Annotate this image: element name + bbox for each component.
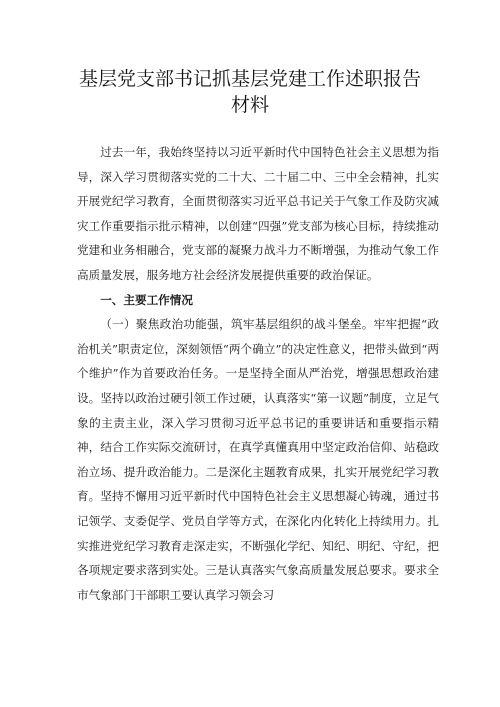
intro-paragraph: 过去一年，我始终坚持以习近平新时代中国特色社会主义思想为指导，深入学习贯彻落实党的二十大、二十届二中、三中全会精神，扎实开展党纪学习教育，全面贯彻落实习近平总书记关于气象工作及防灾减灾工作重要指示批示精神，以创建“四强”党支部为核心目标，持续推动党建和业务相融合，党支部的凝聚力战斗力不断增强，为推动气象工作高质量发展，服务地方社会经济发展提供重要的政治保证。 — [77, 145, 439, 282]
document-body — [77, 140, 439, 607]
section-paragraph: （一）聚焦政治功能强，筑牢基层组织的战斗堡垒。牢牢把握“政治机关”职责定位，深刻领悟“两个确立”的决定性意义，把带头做到“两个维护”作为首要政治任务。一是坚持全面从严治党，增强思想政治建设。坚持以政治过硬引领工作过硬，认真落实“第一议题”制度，立足气象的主责主业，深入学习贯彻习近平总书记的重要讲话和重要指示精神，结合工作实际交流研讨，在真学真懂真用中坚定政治信仰、站稳政治立场、提升政治能力。二是深化主题教育成果，扎实开展党纪学习教育。坚持不懈用习近平新时代中国特色社会主义思想凝心铸魂，通过书记领学、支委促学、党员自学等方式，在深化内化转化上持续用力。扎实推进党纪学习教育走深走实，不断强化学纪、知纪、明纪、守纪，把各项规定要求落到实处。三是认真落实气象高质量发展总要求。要求全市气象部门干部职工要认真学习领会习 — [77, 317, 439, 602]
section-heading: 一、主要工作情况 — [100, 292, 193, 307]
document-title-continued: 材料 — [230, 94, 269, 116]
document-title: 基层党支部书记抓基层党建工作述职报告 — [78, 68, 421, 90]
